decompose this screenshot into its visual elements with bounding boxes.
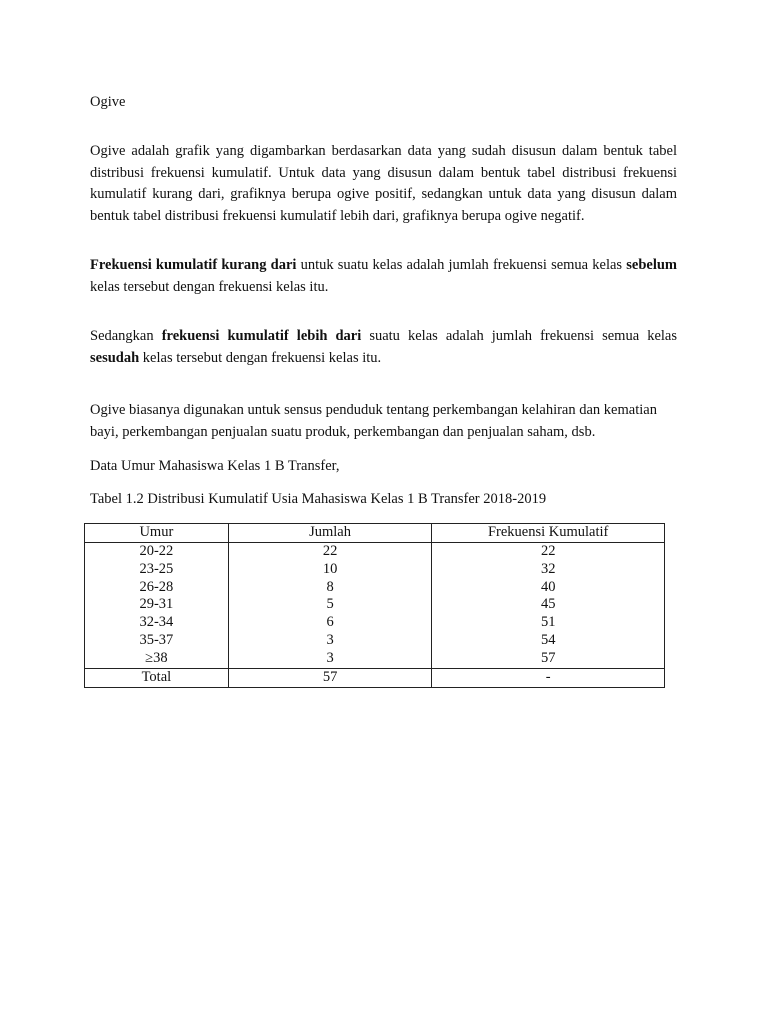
- table-row: [85, 632, 665, 650]
- cell-umur: 26-28: [85, 579, 229, 597]
- table-row: [85, 561, 665, 579]
- table-row: [85, 650, 665, 668]
- bold-term-sebelum: sebelum: [626, 257, 677, 273]
- paragraph-text: suatu kelas adalah jumlah frekuensi semua kelas: [361, 328, 678, 344]
- cell-umur: ≥38: [85, 650, 229, 668]
- cell-umur: 20-22: [85, 543, 229, 561]
- bold-term-lebih-dari: frekuensi kumulatif lebih dari: [161, 328, 362, 344]
- cell-frekuensi-kumulatif: 22: [432, 543, 665, 561]
- paragraph-ogive-definition: Ogive adalah grafik yang digambarkan berdasarkan data yang sudah disusun dalam bentuk tabel distribusi frekuensi kumulatif. Untuk data yang disusun dalam bentuk tabel distribusi frekuensi kumulatif kurang dari, grafiknya berupa ogive positif, sedangkan untuk data yang disusun dalam bentuk tabel distribusi frekuensi kumulatif lebih dari, grafiknya berupa ogive negatif.: [90, 143, 677, 224]
- header-jumlah: Jumlah: [228, 524, 432, 543]
- cell-jumlah: 6: [228, 614, 432, 632]
- paragraph-text: kelas tersebut dengan frekuensi kelas itu.: [139, 349, 382, 366]
- header-frekuensi-kumulatif: Frekuensi Kumulatif: [432, 524, 665, 543]
- total-frekuensi-kumulatif: -: [432, 668, 665, 687]
- table-row: [85, 543, 665, 561]
- table-row: [85, 614, 665, 632]
- cell-frekuensi-kumulatif: 40: [432, 579, 665, 597]
- paragraph-cumulative-less-than: [90, 255, 677, 298]
- cell-umur: 23-25: [85, 561, 229, 579]
- cell-umur: 35-37: [85, 632, 229, 650]
- paragraph-text: untuk suatu kelas adalah jumlah frekuensi semua kelas: [296, 257, 627, 273]
- table-header-row: [85, 524, 665, 543]
- paragraph-text: kelas tersebut dengan frekuensi kelas itu.: [90, 278, 329, 295]
- total-label: Total: [85, 668, 229, 687]
- cell-frekuensi-kumulatif: 45: [432, 596, 665, 614]
- bold-term-kurang-dari: Frekuensi kumulatif kurang dari: [90, 257, 297, 273]
- cumulative-distribution-table: [84, 523, 665, 688]
- paragraph-ogive-usage: Ogive biasanya digunakan untuk sensus penduduk tentang perkembangan kelahiran dan kematian bayi, perkembangan penjualan suatu produk, perkembangan dan penjualan saham, dsb.: [90, 402, 657, 440]
- cell-jumlah: 3: [228, 650, 432, 668]
- table-caption: Tabel 1.2 Distribusi Kumulatif Usia Mahasiswa Kelas 1 B Transfer 2018-2019: [90, 491, 547, 507]
- cell-jumlah: 3: [228, 632, 432, 650]
- table-total-row: [85, 668, 665, 687]
- cell-frekuensi-kumulatif: 32: [432, 561, 665, 579]
- cell-jumlah: 5: [228, 596, 432, 614]
- cell-umur: 29-31: [85, 596, 229, 614]
- cell-jumlah: 8: [228, 579, 432, 597]
- table-row: [85, 596, 665, 614]
- paragraph-cumulative-more-than: [90, 326, 677, 369]
- total-jumlah: 57: [228, 668, 432, 687]
- cell-jumlah: 10: [228, 561, 432, 579]
- cell-jumlah: 22: [228, 543, 432, 561]
- table-row: [85, 579, 665, 597]
- cell-frekuensi-kumulatif: 51: [432, 614, 665, 632]
- cell-umur: 32-34: [85, 614, 229, 632]
- cell-frekuensi-kumulatif: 57: [432, 650, 665, 668]
- bold-term-sesudah: sesudah: [90, 349, 140, 366]
- header-umur: Umur: [85, 524, 229, 543]
- document-title: Ogive: [90, 94, 126, 110]
- cell-frekuensi-kumulatif: 54: [432, 632, 665, 650]
- data-heading: Data Umur Mahasiswa Kelas 1 B Transfer,: [90, 458, 340, 474]
- paragraph-text: Sedangkan: [90, 328, 162, 344]
